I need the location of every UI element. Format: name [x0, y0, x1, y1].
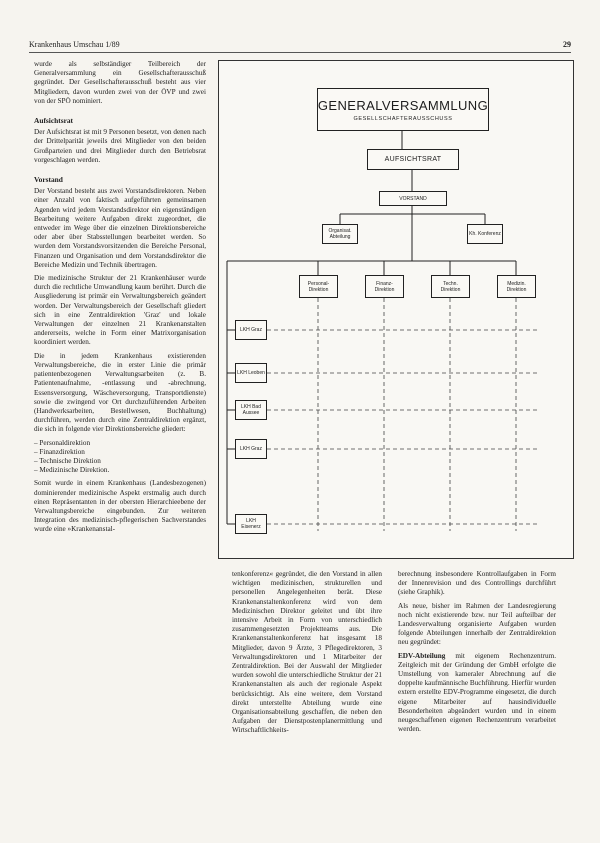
right-paragraph-1: berechnung insbesondere Kontrollaufgaben in Form der Innenrevision und des Controllings durchführt (siehe Graphik). [398, 570, 556, 597]
directorate-list [34, 439, 206, 476]
list-item: – Finanzdirektion [34, 448, 206, 457]
right-paragraph-2: Als neue, bisher im Rahmen der Landesregierung noch nicht existierende bzw. nur Teil aufteilbar der Landesverwaltung organisierte Aufgaben wurden folgende Abteilungen innerhalb der Zentraldirektion neu gegründet: [398, 601, 556, 647]
right-column [398, 570, 556, 738]
page-header [29, 40, 571, 52]
vorstand-box: VORSTAND [379, 191, 447, 206]
hospital-box: LKH Graz [235, 320, 267, 340]
running-title: Krankenhaus Umschau 1/89 [29, 40, 120, 49]
list-item: – Medizinische Direktion. [34, 466, 206, 475]
left-column [34, 60, 206, 539]
list-item: – Technische Direktion [34, 457, 206, 466]
directorate-box: Medizin. Direktion [497, 275, 536, 298]
vorstand-paragraph-4: Somit wurde in einem Krankenhaus (Landesbezogenen) dominierender medizinische Aspekt erstmalig auch durch einen Repräsentanten in der obersten Hierarchieebene der Verwaltungsbereiche eingebunden. Zur weiteren Integration des medizinisch-pflegerischen Sachverstandes wurde eine »Krankenanstal- [34, 479, 206, 534]
list-item: – Personaldirektion [34, 439, 206, 448]
intro-paragraph: wurde als selbständiger Teilbereich der Generalversammlung ein Gesellschafterausschuß gegründet. Der Gesellschafterausschuß besteht aus vier Mitgliedern, davon wurden zwei von der ÖVP und zwei von der SPÖ nominiert. [34, 60, 206, 105]
aufsichtsrat-box: AUFSICHTSRAT [367, 149, 459, 170]
aufsichtsrat-heading: Aufsichtsrat [34, 116, 74, 126]
hospital-box: LKH Leoben [235, 363, 267, 383]
konferenz-box: Kh. Konferenz [467, 224, 503, 244]
right-paragraph-3 [398, 652, 556, 735]
vorstand-paragraph-2: Die medizinische Struktur der 21 Krankenhäuser wurde durch die rechtliche Umwandlung kaum berührt. Durch die Ausgliederung ist primär ein Verwaltungsbereich geändert worden. Der Verwaltungsbereich der Gesellschaft gliedert sich in eine Zentraldirektion 'Graz' und lokale Verwaltungen der einzelnen 21 Krankenanstalten andererseits, welche in Form einer Matrixorganisation koordiniert werden. [34, 274, 206, 347]
org-chart [218, 60, 574, 559]
hospital-box: LKH Bad Aussee [235, 400, 267, 420]
edv-text: mit eigenem Rechenzentrum. Zeitgleich mit der Gründung der GmbH erfolgte die Umstellung von kameraler Abrechnung auf die doppelte kaufmännische Buchführung. Hierfür wurden extern erstellte EDV-Programme eingesetzt, die durch eigene Mitarbeiter auf hausindividuelle Besonderheiten abgeändert wurden und in einem neugeschaffenen eigenen Rechenzentrum verarbeitet werden. [398, 651, 556, 734]
vorstand-paragraph-3: Die in jedem Krankenhaus existierenden Verwaltungsbereiche, die in erster Linie die primär patientenbezogenen Verwaltungsarbeiten (z. B. Patientenaufnahme, -entlassung und -abrechnung, Essensversorgung, Wäscheversorgung, Transportdienste) sowie die zwingend vor Ort durchzuführenden Arbeiten (Handwerksarbeiten, Bestellwesen, Buchhaltung) durchführen, werden durch eine Zentraldirektion ergänzt, die sich in folgende vier Direktionsbereiche gliedert: [34, 351, 206, 434]
gesellschafterausschuss-label: GESELLSCHAFTERAUSSCHUSS [353, 115, 453, 122]
aufsichtsrat-paragraph: Der Aufsichtsrat ist mit 9 Personen besetzt, von denen nach der Drittelparität jeweils drei Mitglieder von den beiden Großparteien und drei Mitglieder durch den Betriebsrat vorgeschlagen werden. [34, 128, 206, 164]
vorstand-paragraph-1: Der Vorstand besteht aus zwei Vorstandsdirektoren. Neben einer Anzahl von faktisch aufgeführten gemeinsamen Agenden wird jedem Vorstandsdirektor ein eigenständigen Bearbeitung weitere Aufgaben direkt zugeordnet, die entweder im Wege über die einzelnen Direktionsbereiche oder aber über Stabsstellungen bearbeitet werden. So wurden dem Vorstandsvorsitzenden die Bereiche Personal, Finanzen und Organisation und dem Vorstandsdirektor die Bereiche Medizin und Technik übertragen. [34, 187, 206, 269]
middle-paragraph: tenkonferenz« gegründet, die den Vorstand in allen wichtigen medizinischen, strukturellen und personellen Angelegenheiten berät. Diese Krankenanstaltenkonferenz wird von dem Medizinischen Direktor geleitet und übt ihre intensive Arbeit in Form von unterschiedlich zusammengesetzten Projektteams aus. Die Krankenanstaltenkonferenz hat insgesamt 18 Mitglieder, davon 9 Ärzte, 3 Pflegedirektoren, 3 Verwaltungsdirektoren und 1 Mitarbeiter der Zentraldirektion. Bei der Auswahl der Mitglieder wurden sowohl die unterschiedliche Struktur der 21 Krankenanstalten als auch der regionale Aspekt berücksichtigt. Als eine weitere, dem Vorstand direkt unterstellte Abteilung wurde eine Organisationsabteilung geschaffen, die neben den Aufgaben der Dienstpostenplanermittlung und Wirtschaftlichkeits- [232, 570, 382, 735]
directorate-box: Personal-Direktion [299, 275, 338, 298]
organisation-box: Organisat. Abteilung [322, 224, 358, 244]
org-chart-lines [219, 61, 573, 558]
page-number: 29 [563, 40, 571, 49]
hospital-box: LKH Eisenerz [235, 514, 267, 534]
header-rule [29, 52, 571, 53]
directorate-box: Techn. Direktion [431, 275, 470, 298]
generalversammlung-box [317, 88, 489, 131]
directorate-box: Finanz-Direktion [365, 275, 404, 298]
generalversammlung-label: GENERALVERSAMMLUNG [317, 97, 489, 113]
middle-column [232, 570, 382, 740]
hospital-box: LKH Graz [235, 439, 267, 459]
vorstand-heading: Vorstand [34, 175, 63, 185]
edv-label: EDV-Abteilung [398, 651, 446, 660]
